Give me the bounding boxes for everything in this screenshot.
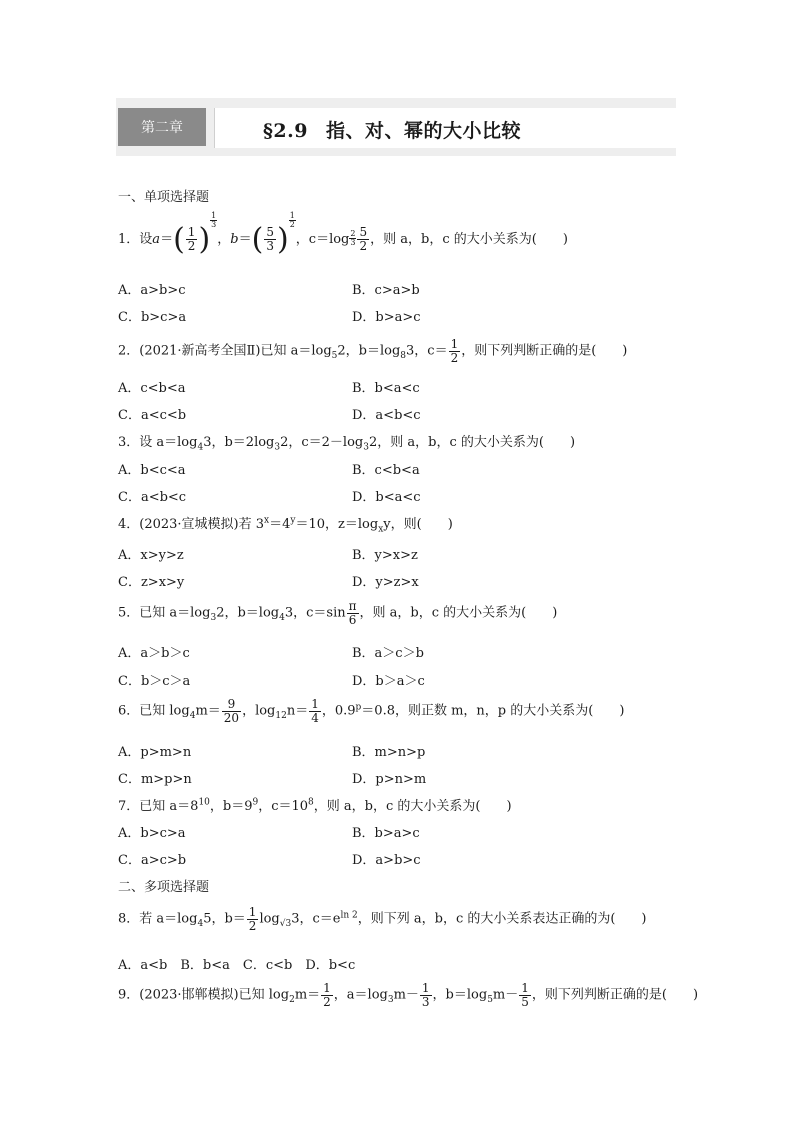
q1-log-base: $\frac{2}{3}$ [350,229,356,247]
section-multi-choice: 二、多项选择题 [118,880,210,895]
q5-option-d[interactable]: D．b＞a＞c [352,674,425,689]
q1-option-c[interactable]: C．b>c>a [118,310,187,325]
chapter-tab: 第二章 [118,108,206,146]
q6-option-b[interactable]: B．m>n>p [352,745,426,760]
q4-option-d[interactable]: D．y>z>x [352,575,419,590]
question-9: 9．(2023·邯郸模拟)已知 $\log_2m=$ $\frac{1}{2}$ ，$a=\log_3m-$ $\frac{1}{3}$ ，$b=\log_5m-$ $\frac{1}{5}$ ，则下列判断正确的是( ) [118,981,699,1009]
q1-prefix: 设 [139,232,153,247]
section-number: §2.9 [263,120,308,142]
q1-option-a[interactable]: A．a>b>c [118,283,186,298]
q4-option-a[interactable]: A．x>y>z [118,548,184,563]
q7-option-c[interactable]: C．a>c>b [118,853,187,868]
question-4: 4．(2023·宣城模拟)若 $3^x=4^y=10$，$z=\log_xy$，则( ) [118,515,453,535]
q6-frac-n: $\frac{1}{4}$ [311,697,319,725]
question-2: 2．(2021·新高考全国Ⅱ)已知 $a=\log_52$，$b=\log_83$，c＝ $\frac{1}{2}$ ，则下列判断正确的是( ) [118,337,628,365]
q1-log: c＝log [308,232,350,247]
q3-option-c[interactable]: C．a<b<c [118,490,187,505]
q1-number: 1． [118,232,140,247]
q2-option-d[interactable]: D．a<b<c [352,408,421,423]
q8-options[interactable]: A．a<b B．b<a C．c<b D．b<c [118,958,356,973]
q2-option-c[interactable]: C．a<c<b [118,408,187,423]
q2-option-a[interactable]: A．c<b<a [118,381,186,396]
q6-option-a[interactable]: A．p>m>n [118,745,192,760]
q1-exp-a: $\frac{1}{3}$ [211,211,217,229]
question-1: 1．设a＝( $\frac{1}{2}$ ) $\frac{1}{3}$ ，b＝( $\frac{5}{3}$ ) $\frac{1}{2}$ ，c＝log $\frac{2}{3}$ $\frac{5}{2}$ ，则 a，b，c 的大小关系为( ) [118,211,568,257]
q1-option-d[interactable]: D．b>a>c [352,310,421,325]
q6-frac-m: $\frac{9}{20}$ [223,697,240,725]
q3-option-b[interactable]: B．c<b<a [352,463,420,478]
q9-frac-2: $\frac{1}{3}$ [421,981,430,1009]
q5-option-a[interactable]: A．a＞b＞c [118,646,190,661]
q1-exp-b: $\frac{1}{2}$ [289,211,295,229]
q3-option-a[interactable]: A．b<c<a [118,463,186,478]
q1-option-b[interactable]: B．c>a>b [352,283,420,298]
q4-option-c[interactable]: C．z>x>y [118,575,185,590]
q5-option-b[interactable]: B．a＞c＞b [352,646,424,661]
question-5: 5．已知 $a=\log_32$，$b=\log_43$，c＝sin $\frac{\pi}{6}$ ，则 a，b，c 的大小关系为( ) [118,599,558,627]
q1-frac-b: $\frac{5}{3}$ [266,225,274,253]
q8-frac-half: $\frac{1}{2}$ [248,905,257,933]
title-text: 指、对、幂的大小比较 [326,120,522,142]
q1-frac-c: $\frac{5}{2}$ [359,225,368,253]
section-single-choice: 一、单项选择题 [118,190,210,205]
q9-frac-1: $\frac{1}{2}$ [323,981,331,1009]
question-6: 6．已知 $\log_4m=$ $\frac{9}{20}$ ，$\log_{12}n=$ $\frac{1}{4}$ ，$0.9^p=0.8$，则正数 m，n，p 的大小关系为( ) [118,697,625,725]
q9-frac-3: $\frac{1}{5}$ [521,981,529,1009]
q5-frac-pi: $\frac{\pi}{6}$ [348,599,357,627]
question-8: 8．若 $a=\log_45$，b＝ $\frac{1}{2}$ $\log_{√3}3$，$c=e^{ln 2}$，则下列 a，b，c 的大小关系表达正确的为( ) [118,905,647,933]
q2-frac-c: $\frac{1}{2}$ [450,337,459,365]
q6-option-d[interactable]: D．p>n>m [352,772,427,787]
q1-suffix: ，则 a，b，c 的大小关系为( ) [370,232,568,247]
q3-option-d[interactable]: D．b<a<c [352,490,421,505]
q5-option-c[interactable]: C．b＞c＞a [118,674,191,689]
q6-option-c[interactable]: C．m>p>n [118,772,192,787]
q7-option-a[interactable]: A．b>c>a [118,826,186,841]
page-title [263,116,521,143]
q2-option-b[interactable]: B．b<a<c [352,381,420,396]
q1-frac-a: $\frac{1}{2}$ [187,225,196,253]
q7-option-b[interactable]: B．b>a>c [352,826,420,841]
q4-option-b[interactable]: B．y>x>z [352,548,418,563]
question-3: 3．设 $a=\log_43$，$b=2\log_32$，$c=2-\log_32$，则 a，b，c 的大小关系为( ) [118,435,576,453]
question-7: 7．已知 $a=8^{10}$，$b=9^9$，$c=10^8$，则 a，b，c 的大小关系为( ) [118,797,512,814]
q7-option-d[interactable]: D．a>b>c [352,853,421,868]
